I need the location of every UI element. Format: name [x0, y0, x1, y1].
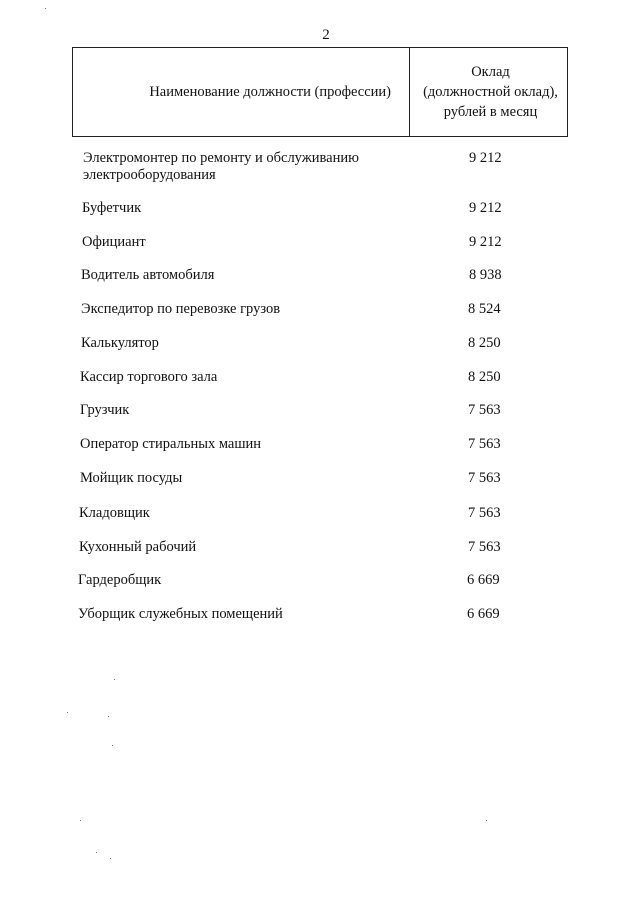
scan-speck: [486, 820, 487, 821]
position-name: Водитель автомобиля: [81, 267, 215, 283]
scan-speck: [80, 820, 81, 821]
position-name: Официант: [82, 234, 146, 250]
position-name: Калькулятор: [81, 335, 159, 351]
position-name: Экспедитор по перевозке грузов: [81, 301, 281, 317]
salary-value: 6 669: [467, 572, 500, 588]
scan-speck: [108, 716, 109, 717]
position-name: Оператор стиральных машин: [80, 436, 262, 452]
position-name: Грузчик: [80, 402, 130, 418]
position-name: Уборщик служебных помещений: [78, 606, 283, 622]
position-name: Буфетчик: [82, 200, 142, 216]
header-salary-line-2: (должностной оклад),: [423, 84, 558, 100]
salary-value: 7 563: [468, 402, 501, 418]
header-salary: [410, 48, 567, 136]
salary-value: 7 563: [468, 505, 501, 521]
salary-value: 9 212: [469, 150, 502, 166]
position-name: Мойщик посуды: [80, 470, 183, 486]
position-name: Кухонный рабочий: [79, 539, 197, 555]
scan-speck: [67, 712, 68, 713]
scan-speck: [112, 745, 113, 746]
salary-value: 7 563: [468, 436, 501, 452]
position-name: Гардеробщик: [78, 572, 162, 588]
salary-value: 7 563: [468, 539, 501, 555]
header-position-name: Наименование должности (профессии): [73, 48, 410, 136]
page-number: 2: [322, 27, 330, 43]
salary-value: 9 212: [469, 234, 502, 250]
scan-speck: [45, 8, 46, 9]
salary-value: 8 524: [468, 301, 501, 317]
salary-value: 8 250: [468, 369, 501, 385]
salary-value: 8 938: [469, 267, 502, 283]
header-salary-line-1: Оклад: [471, 64, 510, 80]
header-salary-line-3: рублей в месяц: [443, 104, 538, 120]
salary-value: 8 250: [468, 335, 501, 351]
salary-value: 9 212: [469, 200, 502, 216]
scan-speck: [114, 679, 115, 680]
salary-value: 6 669: [467, 606, 500, 622]
salary-value: 7 563: [468, 470, 501, 486]
position-name: Электромонтер по ремонту и обслуживанию электрооборудования: [83, 150, 359, 183]
scan-speck: [96, 852, 97, 853]
position-name: Кладовщик: [79, 505, 150, 521]
scan-speck: [110, 858, 111, 859]
position-name: Кассир торгового зала: [80, 369, 218, 385]
table-header: [72, 47, 568, 137]
